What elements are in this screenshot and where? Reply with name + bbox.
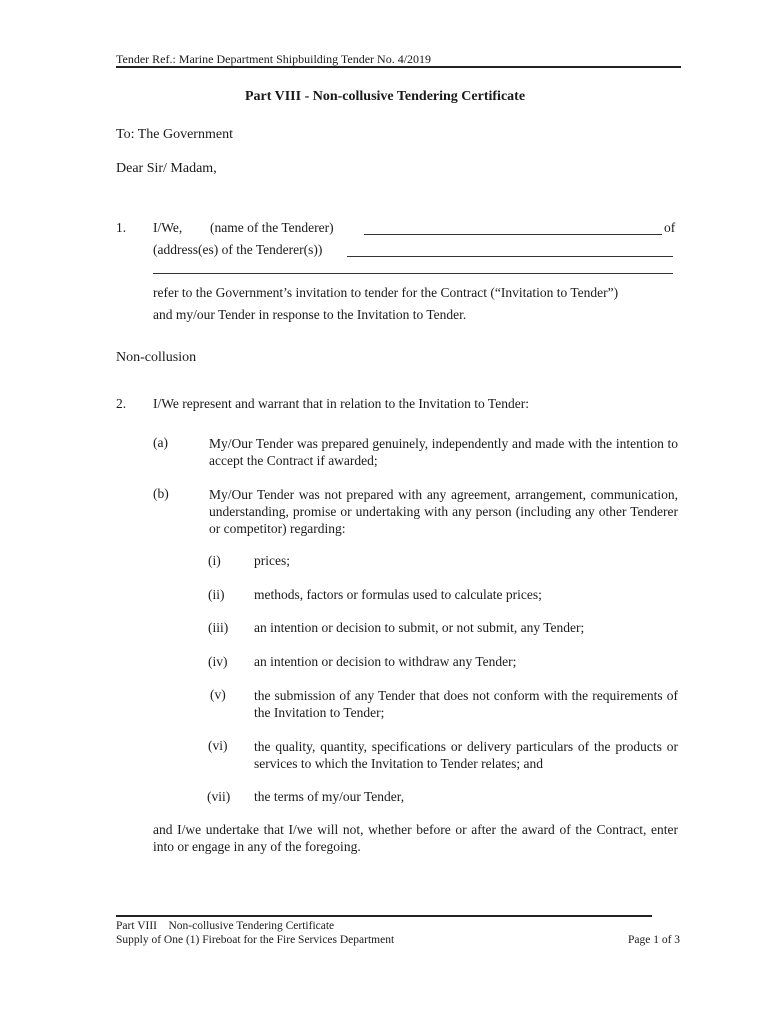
subitem-text: methods, factors or formulas used to calculate prices; bbox=[254, 587, 542, 602]
tenderer-name-blank bbox=[364, 220, 662, 235]
paragraph-1-number: 1. bbox=[116, 220, 127, 235]
header-rule bbox=[116, 66, 681, 68]
paragraph-1-line-4: and my/our Tender in response to the Invitation to Tender. bbox=[153, 307, 467, 322]
paragraph-1-line-3: refer to the Government’s invitation to tender for the Contract (“Invitation to Tender”) bbox=[153, 285, 619, 300]
subitem-text: an intention or decision to withdraw any Tender; bbox=[254, 654, 517, 669]
iwe-label: I/We, bbox=[153, 220, 183, 235]
subitem-text: prices; bbox=[254, 553, 290, 568]
subitem-text: the quality, quantity, specifications or delivery particulars of the products or services to which the Invitation to Tender relates; and bbox=[254, 739, 678, 771]
section-heading: Non-collusion bbox=[116, 350, 197, 365]
subitem-label: (ii) bbox=[208, 587, 225, 602]
paragraph-2-text: I/We represent and warrant that in relation to the Invitation to Tender: bbox=[153, 396, 529, 411]
subitem-label: (vi) bbox=[208, 738, 228, 753]
tenderer-name-label: (name of the Tenderer) bbox=[210, 220, 334, 235]
item-label: (a) bbox=[153, 435, 168, 450]
closing-undertaking: and I/we undertake that I/we will not, whether before or after the award of the Contract, enter into or engage in any of the foregoing. bbox=[153, 822, 678, 854]
subitem-label: (iii) bbox=[208, 620, 229, 635]
salutation: Dear Sir/ Madam, bbox=[116, 161, 217, 176]
addressee: To: The Government bbox=[116, 127, 233, 142]
item-text: My/Our Tender was not prepared with any agreement, arrangement, communication, understanding, promise or undertaking with any person (including any other Tenderer or competitor) regarding: bbox=[209, 487, 678, 536]
tender-reference: Tender Ref.: Marine Department Shipbuilding Tender No. 4/2019 bbox=[116, 52, 432, 66]
subitem-label: (v) bbox=[210, 687, 226, 702]
of-label: of bbox=[664, 220, 676, 235]
subitem-text: an intention or decision to submit, or not submit, any Tender; bbox=[254, 620, 585, 635]
item-text: My/Our Tender was prepared genuinely, independently and made with the intention to accept the Contract if awarded; bbox=[209, 436, 678, 468]
item-label: (b) bbox=[153, 486, 169, 501]
subitem-label: (i) bbox=[208, 553, 221, 568]
footer-rule bbox=[116, 915, 652, 917]
tenderer-address-blank bbox=[347, 242, 673, 257]
tenderer-address-label: (address(es) of the Tenderer(s)) bbox=[153, 242, 323, 257]
paragraph-2-number: 2. bbox=[116, 396, 127, 411]
subitem-text: the terms of my/our Tender, bbox=[254, 789, 405, 804]
subitem-label: (vii) bbox=[207, 789, 231, 804]
footer-contract-title: Supply of One (1) Fireboat for the Fire Services Department bbox=[116, 934, 395, 946]
address-continuation-blank bbox=[153, 273, 673, 274]
subitem-text: the submission of any Tender that does not conform with the requirements of the Invitation to Tender; bbox=[254, 688, 678, 720]
footer-part-title: Part VIII Non-collusive Tendering Certificate bbox=[116, 920, 335, 932]
subitem-label: (iv) bbox=[208, 654, 228, 669]
page-number: Page 1 of 3 bbox=[628, 934, 681, 946]
page-title: Part VIII - Non-collusive Tendering Certificate bbox=[244, 89, 526, 104]
